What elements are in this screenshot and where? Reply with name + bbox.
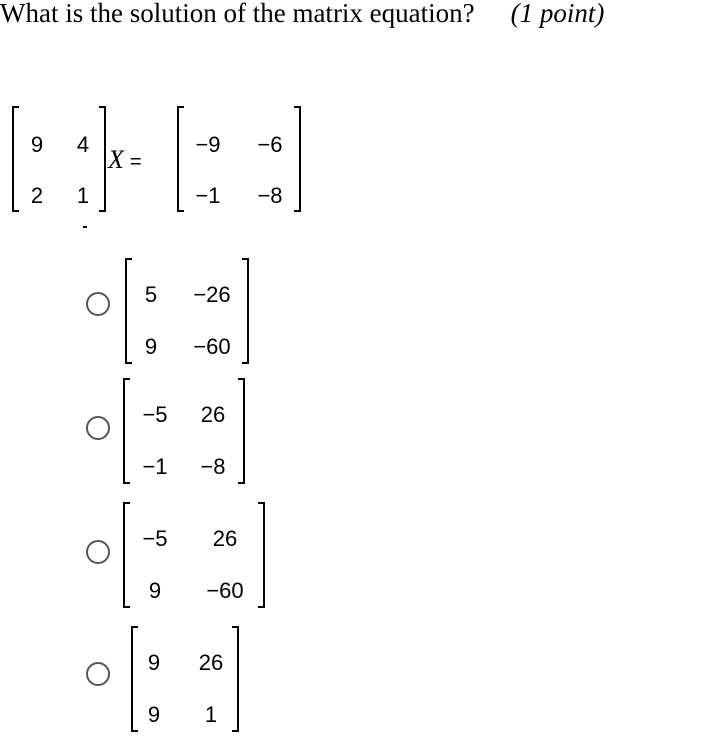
left-bracket (123, 378, 130, 484)
question-points: (1 point) (510, 0, 605, 28)
matrix-cell: 2 (30, 183, 44, 208)
option-matrix (131, 626, 239, 732)
right-bracket (242, 258, 249, 364)
matrix-cell: −8 (200, 454, 226, 479)
matrix-cell: −8 (257, 183, 283, 208)
question-heading (0, 0, 604, 29)
left-bracket (12, 106, 19, 212)
option-matrix (123, 378, 245, 484)
matrix-cell: −60 (206, 578, 244, 603)
matrix-cell: 9 (147, 650, 161, 675)
left-bracket (123, 502, 130, 608)
matrix-b (177, 106, 301, 212)
matrix-cell: 9 (30, 132, 44, 157)
matrix-cell: 9 (148, 578, 162, 603)
stray-mark (83, 226, 87, 228)
option-matrix (123, 502, 265, 608)
radio-button[interactable] (86, 662, 110, 686)
matrix-a (12, 106, 106, 212)
matrix-cell: 9 (147, 702, 161, 727)
matrix-cell: 26 (200, 402, 226, 427)
matrix-cell: −1 (195, 183, 221, 208)
matrix-cell: −60 (193, 334, 231, 359)
matrix-cell: 26 (212, 526, 238, 551)
matrix-cell: −5 (142, 402, 168, 427)
matrix-cell: 26 (198, 650, 224, 675)
matrix-cell: 9 (144, 334, 158, 359)
right-bracket (232, 626, 239, 732)
left-bracket (177, 106, 184, 212)
variable-equals (108, 145, 142, 175)
option-matrix (125, 258, 249, 364)
matrix-cell: −1 (142, 454, 168, 479)
equals-sign: = (129, 151, 142, 173)
radio-button[interactable] (86, 292, 110, 316)
right-bracket (99, 106, 106, 212)
right-bracket (294, 106, 301, 212)
matrix-cell: 4 (76, 132, 90, 157)
matrix-cell: 1 (76, 183, 90, 208)
matrix-cell: 1 (204, 702, 218, 727)
matrix-cell: −26 (193, 282, 231, 307)
right-bracket (258, 502, 265, 608)
matrix-cell: 5 (144, 282, 158, 307)
radio-button[interactable] (86, 540, 110, 564)
question-text: What is the solution of the matrix equation? (0, 0, 475, 28)
left-bracket (125, 258, 132, 364)
matrix-cell: −6 (257, 132, 283, 157)
radio-button[interactable] (86, 416, 110, 440)
matrix-cell: −5 (142, 526, 168, 551)
left-bracket (131, 626, 138, 732)
right-bracket (238, 378, 245, 484)
matrix-cell: −9 (195, 132, 221, 157)
variable-x: X (108, 145, 124, 174)
